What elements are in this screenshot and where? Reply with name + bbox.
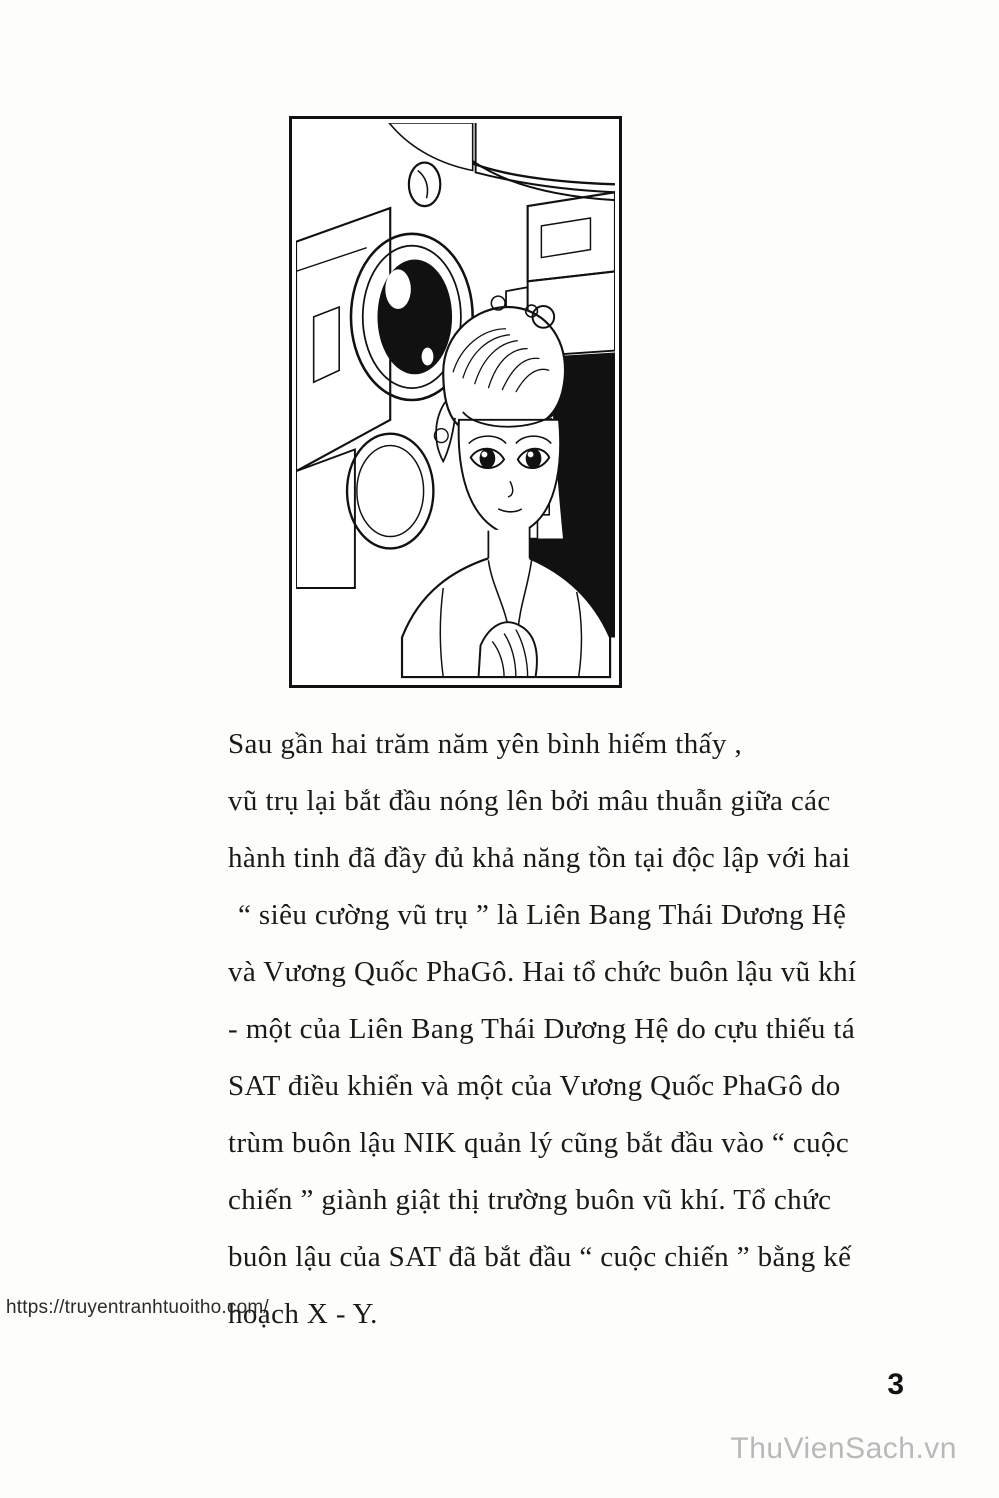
text-line: và Vương Quốc PhaGô. Hai tổ chức buôn lậu vũ khí — [228, 956, 857, 988]
site-watermark: ThuVienSach.vn — [730, 1432, 957, 1465]
text-line: Sau gần hai trăm năm yên bình hiếm thấy , — [228, 728, 743, 760]
text-line: chiến ” giành giật thị trường buôn vũ khí. Tổ chức — [228, 1184, 832, 1216]
body-text — [118, 716, 888, 1343]
url-watermark: https://truyentranhtuoitho.com/ — [6, 1297, 269, 1318]
text-line: hành tinh đã đầy đủ khả năng tồn tại độc lập với hai — [228, 842, 851, 874]
comic-panel-frame — [289, 116, 622, 688]
comic-panel-artwork — [296, 123, 615, 681]
spaceship-cockpit-illustration — [296, 123, 615, 681]
page-number: 3 — [887, 1368, 904, 1401]
paragraph-narrative — [118, 716, 888, 1343]
text-line: SAT điều khiển và một của Vương Quốc PhaGô do — [228, 1070, 841, 1102]
comic-panel — [289, 116, 622, 688]
text-line: buôn lậu của SAT đã bắt đầu “ cuộc chiến ” bằng kế — [228, 1241, 852, 1273]
text-line: hoạch X - Y. — [228, 1298, 378, 1330]
text-line: trùm buôn lậu NIK quản lý cũng bắt đầu vào “ cuộc — [228, 1127, 850, 1159]
text-line: - một của Liên Bang Thái Dương Hệ do cựu thiếu tá — [228, 1013, 856, 1045]
text-line: vũ trụ lại bắt đầu nóng lên bởi mâu thuẫn giữa các — [228, 785, 831, 817]
text-line: “ siêu cường vũ trụ ” là Liên Bang Thái Dương Hệ — [238, 899, 847, 931]
